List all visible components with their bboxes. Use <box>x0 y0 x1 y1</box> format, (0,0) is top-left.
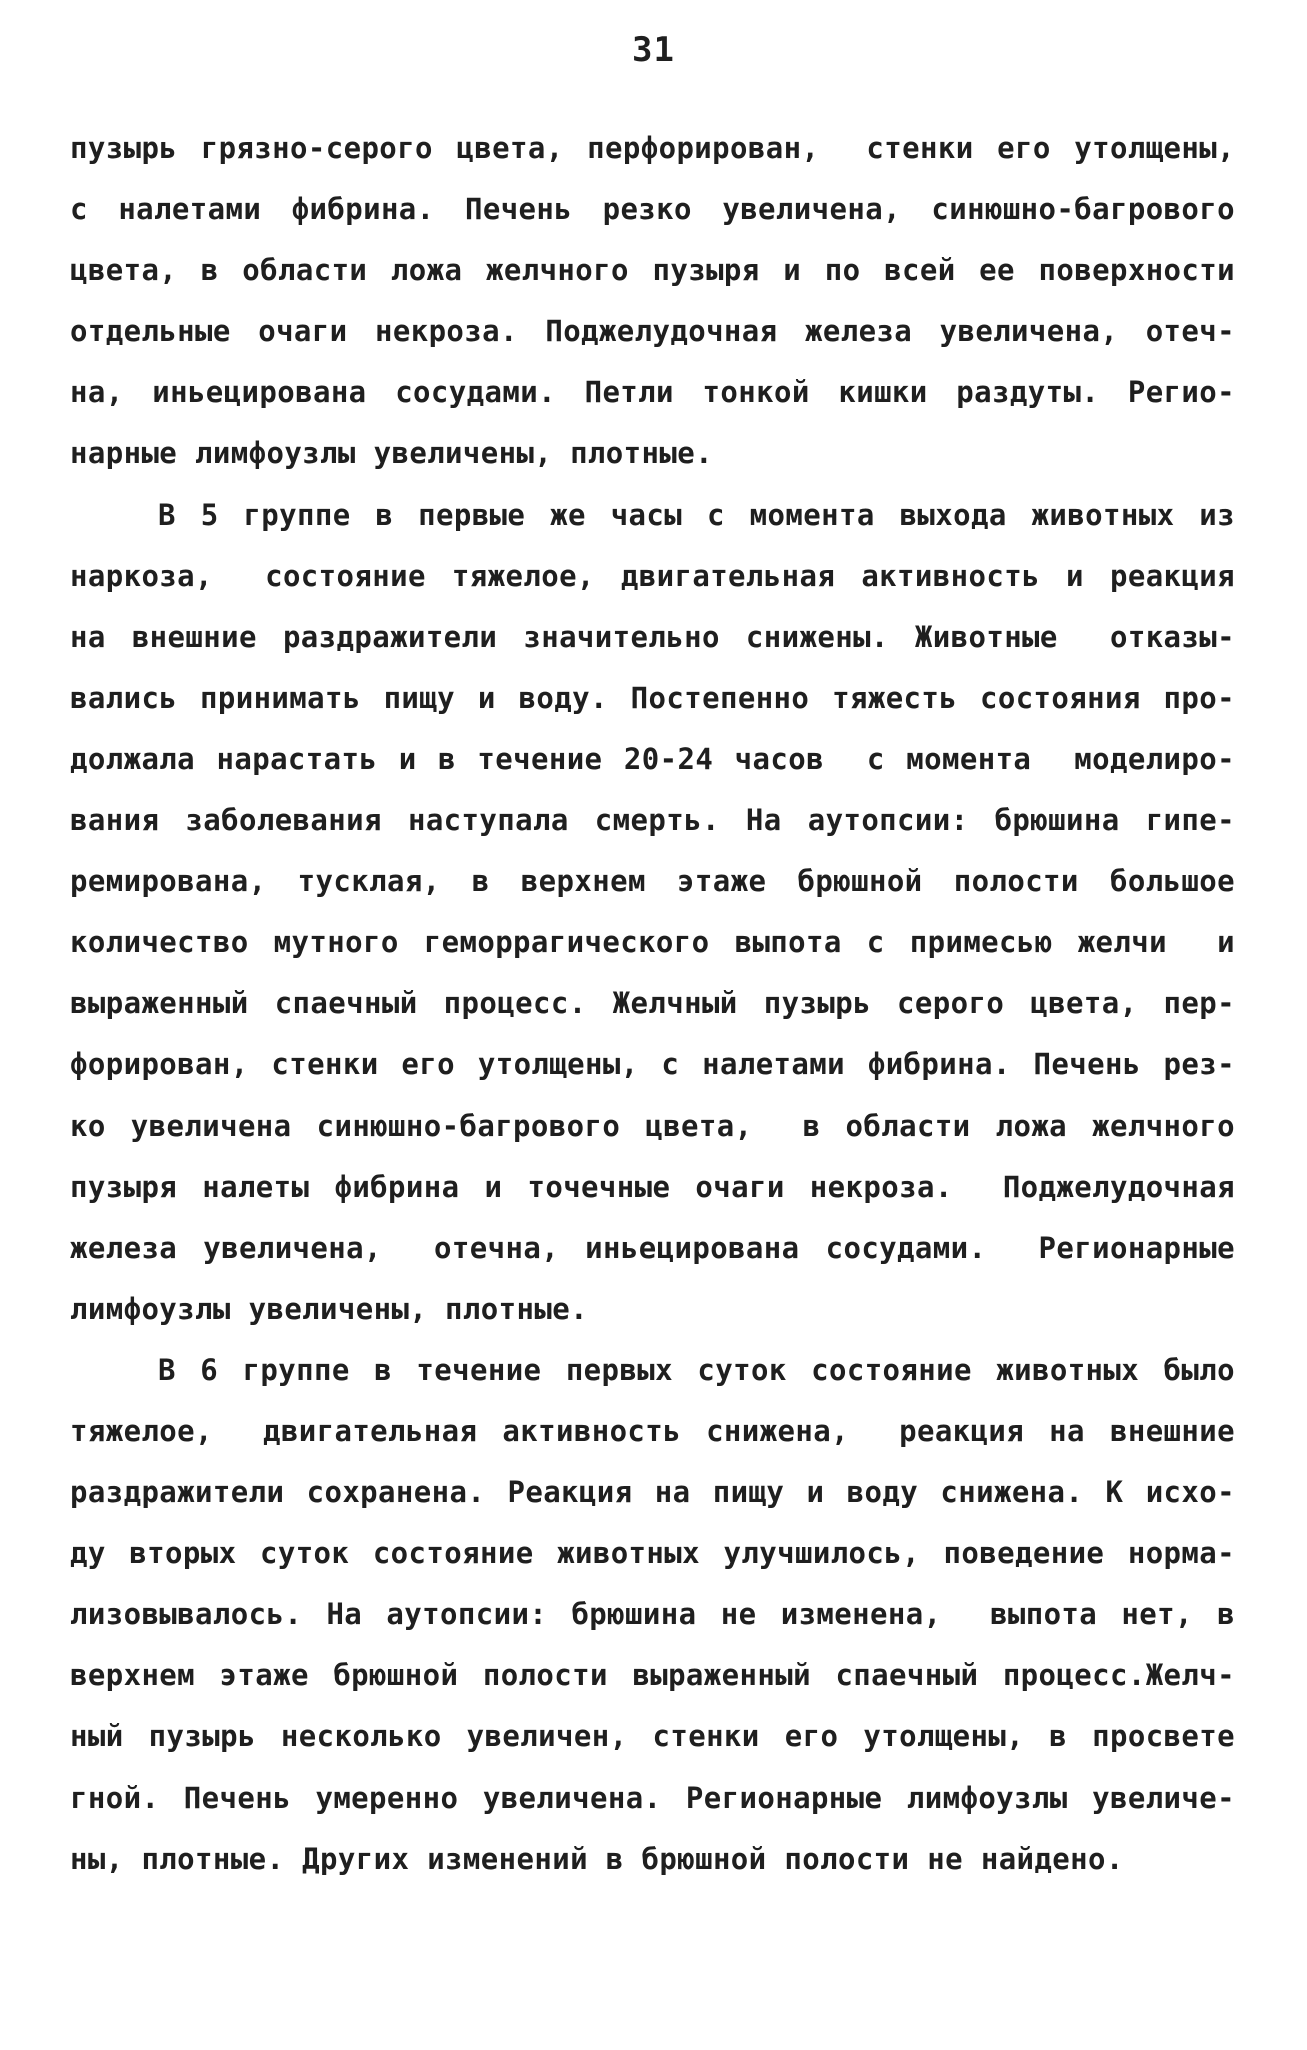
page-number: 31 <box>632 30 675 70</box>
text-line: должала нарастать и в течение 20-24 часов с момента моделиро- <box>70 741 1235 776</box>
text-line: ко увеличена синюшно-багрового цвета, в области ложа желчного <box>70 1108 1235 1143</box>
text-line: отдельные очаги некроза. Поджелудочная железа увеличена, отеч- <box>70 314 1235 349</box>
text-line: гной. Печень умеренно увеличена. Регионарные лимфоузлы увеличе- <box>70 1780 1235 1815</box>
text-line: ду вторых суток состояние животных улучшилось, поведение норма- <box>70 1536 1235 1571</box>
text-line: вались принимать пищу и воду. Постепенно тяжесть состояния про- <box>70 680 1235 715</box>
text-line: верхнем этаже брюшной полости выраженный спаечный процесс.Желч- <box>70 1658 1235 1693</box>
text-line: наркоза, состояние тяжелое, двигательная активность и реакция <box>70 558 1235 593</box>
text-line: вания заболевания наступала смерть. На аутопсии: брюшина гипе- <box>70 803 1235 838</box>
text-line: на, иньецирована сосудами. Петли тонкой кишки раздуты. Регио- <box>70 375 1235 410</box>
text-line: форирован, стенки его утолщены, с налетами фибрина. Печень рез- <box>70 1047 1235 1082</box>
text-line: выраженный спаечный процесс. Желчный пузырь серого цвета, пер- <box>70 986 1235 1021</box>
text-line: ремирована, тусклая, в верхнем этаже брюшной полости большое <box>70 864 1235 899</box>
text-line: цвета, в области ложа желчного пузыря и по всей ее поверхности <box>70 253 1235 288</box>
text-line: раздражители сохранена. Реакция на пищу и воду снижена. К исхо- <box>70 1475 1235 1510</box>
body-text <box>70 118 1235 1890</box>
text-line: пузырь грязно-серого цвета, перфорирован, стенки его утолщены, <box>70 131 1235 165</box>
text-line: лизовывалось. На аутопсии: брюшина не изменена, выпота нет, в <box>70 1597 1235 1632</box>
text-line: пузыря налеты фибрина и точечные очаги некроза. Поджелудочная <box>70 1169 1235 1204</box>
text-line: нарные лимфоузлы увеличены, плотные. <box>70 436 713 471</box>
text-line: В 5 группе в первые же часы с момента выхода животных из <box>158 497 1235 532</box>
text-line: с налетами фибрина. Печень резко увеличена, синюшно-багрового <box>70 192 1235 227</box>
text-line: ный пузырь несколько увеличен, стенки его утолщены, в просвете <box>70 1719 1235 1754</box>
text-line: лимфоузлы увеличены, плотные. <box>70 1291 588 1326</box>
text-line: ны, плотные. Других изменений в брюшной полости не найдено. <box>70 1841 1124 1876</box>
text-line: железа увеличена, отечна, иньецирована сосудами. Регионарные <box>70 1230 1235 1265</box>
text-line: В 6 группе в течение первых суток состояние животных было <box>158 1352 1235 1387</box>
text-line: на внешние раздражители значительно снижены. Животные отказы- <box>70 619 1235 654</box>
text-line: тяжелое, двигательная активность снижена, реакция на внешние <box>70 1413 1235 1448</box>
text-line: количество мутного геморрагического выпота с примесью желчи и <box>70 925 1235 960</box>
